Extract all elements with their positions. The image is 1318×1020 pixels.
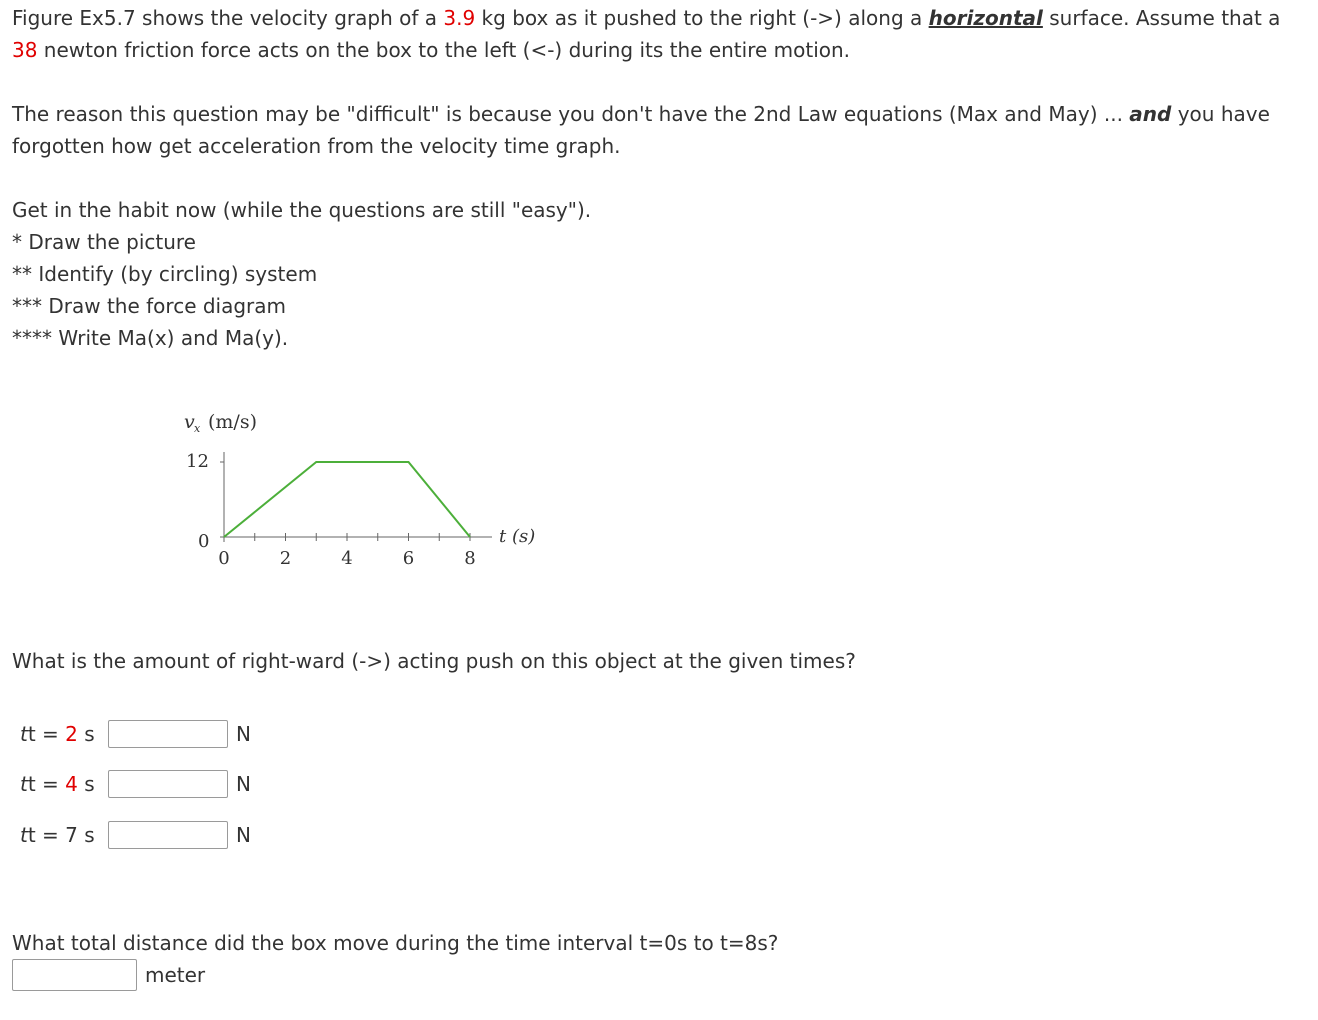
time-label: tt = 2 s — [20, 722, 95, 746]
unit-label: N — [236, 722, 251, 746]
y-axis-label: (m/s) — [208, 411, 257, 433]
answer-row-t2 — [20, 718, 251, 750]
habit-step: * Draw the picture — [12, 230, 196, 254]
x-axis-label: t (s) — [499, 526, 536, 547]
svg-text:x: x — [194, 422, 201, 435]
time-label: tt = 4 s — [20, 772, 95, 796]
svg-text:v: v — [184, 411, 195, 433]
friction-value: 38 — [12, 38, 38, 62]
problem-intro: Figure Ex5.7 shows the velocity graph of a 3.9 kg box as it pushed to the right (->) along a horizontal surface. Assume that a 38 newton friction force acts on the box to the left (<-) during its the entire motion. — [12, 6, 1281, 62]
unit-label: N — [236, 772, 251, 796]
question-push: What is the amount of right-ward (->) acting push on this object at the given times? — [12, 649, 856, 673]
push-input-t7[interactable] — [108, 821, 228, 849]
habit-step: *** Draw the force diagram — [12, 294, 287, 318]
habit-step: **** Write Ma(x) and Ma(y). — [12, 326, 289, 350]
answer-row-t4 — [20, 768, 251, 800]
velocity-graph — [170, 400, 550, 580]
distance-row — [12, 959, 205, 991]
velocity-line — [224, 462, 470, 537]
velocity-graph-svg — [170, 400, 550, 580]
unit-label: N — [236, 823, 251, 847]
x-tick-label: 6 — [402, 548, 415, 569]
horizontal-emphasis: horizontal — [928, 6, 1043, 30]
x-tick-label: 4 — [341, 548, 353, 569]
mass-value: 3.9 — [443, 6, 476, 30]
y-tick-label: 0 — [198, 531, 210, 552]
push-input-t2[interactable] — [108, 720, 228, 748]
time-label: tt = 7 s — [20, 823, 95, 847]
habit-step: ** Identify (by circling) system — [12, 262, 318, 286]
difficulty-note: The reason this question may be "difficult" is because you don't have the 2nd Law equations (Max and May) ... and you have forgotten how get acceleration from the velocity time graph. — [12, 102, 1270, 158]
x-tick-label: 2 — [279, 548, 292, 569]
and-emphasis: and — [1129, 102, 1172, 126]
answer-row-t7 — [20, 819, 251, 851]
x-tick-label: 8 — [464, 548, 476, 569]
x-tick-label: 0 — [218, 548, 230, 569]
distance-input[interactable] — [12, 959, 137, 991]
push-input-t4[interactable] — [108, 770, 228, 798]
x-ticks — [218, 533, 475, 569]
question-distance: What total distance did the box move during the time interval t=0s to t=8s? — [12, 931, 779, 955]
habit-steps — [12, 194, 1302, 354]
habit-heading: Get in the habit now (while the questions are still "easy"). — [12, 198, 592, 222]
distance-unit: meter — [145, 963, 206, 987]
y-tick-label: 12 — [186, 451, 209, 472]
